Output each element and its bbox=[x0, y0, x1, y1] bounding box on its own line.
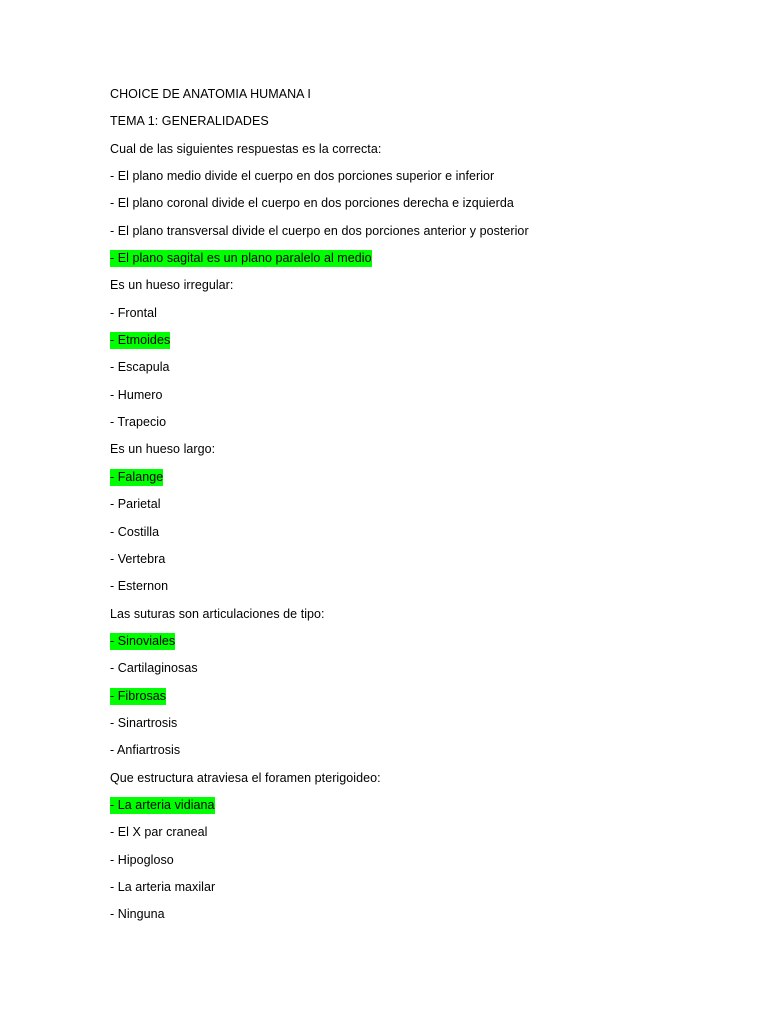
answer-option-text: - Cartilaginosas bbox=[110, 661, 198, 676]
answer-option bbox=[110, 904, 730, 931]
answer-option bbox=[110, 522, 730, 549]
document-title-text: CHOICE DE ANATOMIA HUMANA I bbox=[110, 87, 311, 101]
document-page bbox=[110, 84, 730, 932]
question-list bbox=[110, 139, 730, 932]
answer-option-text: - Hipogloso bbox=[110, 852, 174, 867]
answer-option-text: - Costilla bbox=[110, 524, 160, 539]
answer-option bbox=[110, 877, 730, 904]
answer-option bbox=[110, 549, 730, 576]
answer-option-text: - Anfiartrosis bbox=[110, 743, 181, 758]
answer-option-correct bbox=[110, 330, 730, 357]
answer-option-text: - Sinartrosis bbox=[110, 715, 178, 730]
answer-option-text: - Trapecio bbox=[110, 415, 167, 430]
question-prompt-text: Es un hueso irregular: bbox=[110, 278, 234, 293]
answer-option-text: - Falange bbox=[110, 469, 164, 484]
question-prompt-text: Cual de las siguientes respuestas es la correcta: bbox=[110, 141, 382, 156]
answer-option-correct bbox=[110, 631, 730, 658]
answer-option-text: - La arteria maxilar bbox=[110, 879, 216, 894]
answer-option bbox=[110, 740, 730, 767]
answer-option bbox=[110, 822, 730, 849]
answer-option-text: - El X par craneal bbox=[110, 825, 208, 840]
answer-option-correct bbox=[110, 467, 730, 494]
answer-option-text: - El plano transversal divide el cuerpo en dos porciones anterior y posterior bbox=[110, 223, 529, 238]
answer-option-text: - El plano sagital es un plano paralelo al medio bbox=[110, 251, 372, 266]
answer-option-text: - El plano medio divide el cuerpo en dos porciones superior e inferior bbox=[110, 169, 495, 184]
answer-option-text: - Esternon bbox=[110, 579, 169, 594]
answer-option bbox=[110, 385, 730, 412]
question-prompt bbox=[110, 768, 730, 795]
answer-option-text: - Vertebra bbox=[110, 551, 166, 566]
answer-option-text: - Frontal bbox=[110, 305, 157, 320]
topic-heading bbox=[110, 111, 730, 138]
answer-option-text: - El plano coronal divide el cuerpo en dos porciones derecha e izquierda bbox=[110, 196, 514, 211]
answer-option-correct bbox=[110, 248, 730, 275]
answer-option-text: - Humero bbox=[110, 387, 163, 402]
answer-option bbox=[110, 412, 730, 439]
answer-option bbox=[110, 166, 730, 193]
answer-option-correct bbox=[110, 795, 730, 822]
answer-option-correct bbox=[110, 686, 730, 713]
answer-option bbox=[110, 713, 730, 740]
answer-option bbox=[110, 494, 730, 521]
answer-option-text: - La arteria vidiana bbox=[110, 797, 215, 812]
answer-option bbox=[110, 221, 730, 248]
answer-option-text: - Sinoviales bbox=[110, 633, 176, 648]
question-prompt bbox=[110, 275, 730, 302]
answer-option bbox=[110, 850, 730, 877]
question-prompt bbox=[110, 439, 730, 466]
question-prompt-text: Es un hueso largo: bbox=[110, 442, 216, 457]
answer-option-text: - Fibrosas bbox=[110, 688, 167, 703]
answer-option bbox=[110, 303, 730, 330]
answer-option bbox=[110, 576, 730, 603]
answer-option-text: - Etmoides bbox=[110, 333, 171, 348]
answer-option bbox=[110, 193, 730, 220]
answer-option bbox=[110, 658, 730, 685]
question-prompt bbox=[110, 139, 730, 166]
question-prompt-text: Las suturas son articulaciones de tipo: bbox=[110, 606, 325, 621]
question-prompt bbox=[110, 604, 730, 631]
answer-option bbox=[110, 357, 730, 384]
topic-heading-text: TEMA 1: GENERALIDADES bbox=[110, 114, 269, 129]
answer-option-text: - Parietal bbox=[110, 497, 161, 512]
answer-option-text: - Escapula bbox=[110, 360, 170, 375]
answer-option-text: - Ninguna bbox=[110, 907, 165, 922]
question-prompt-text: Que estructura atraviesa el foramen pterigoideo: bbox=[110, 770, 381, 785]
document-title bbox=[110, 84, 730, 111]
